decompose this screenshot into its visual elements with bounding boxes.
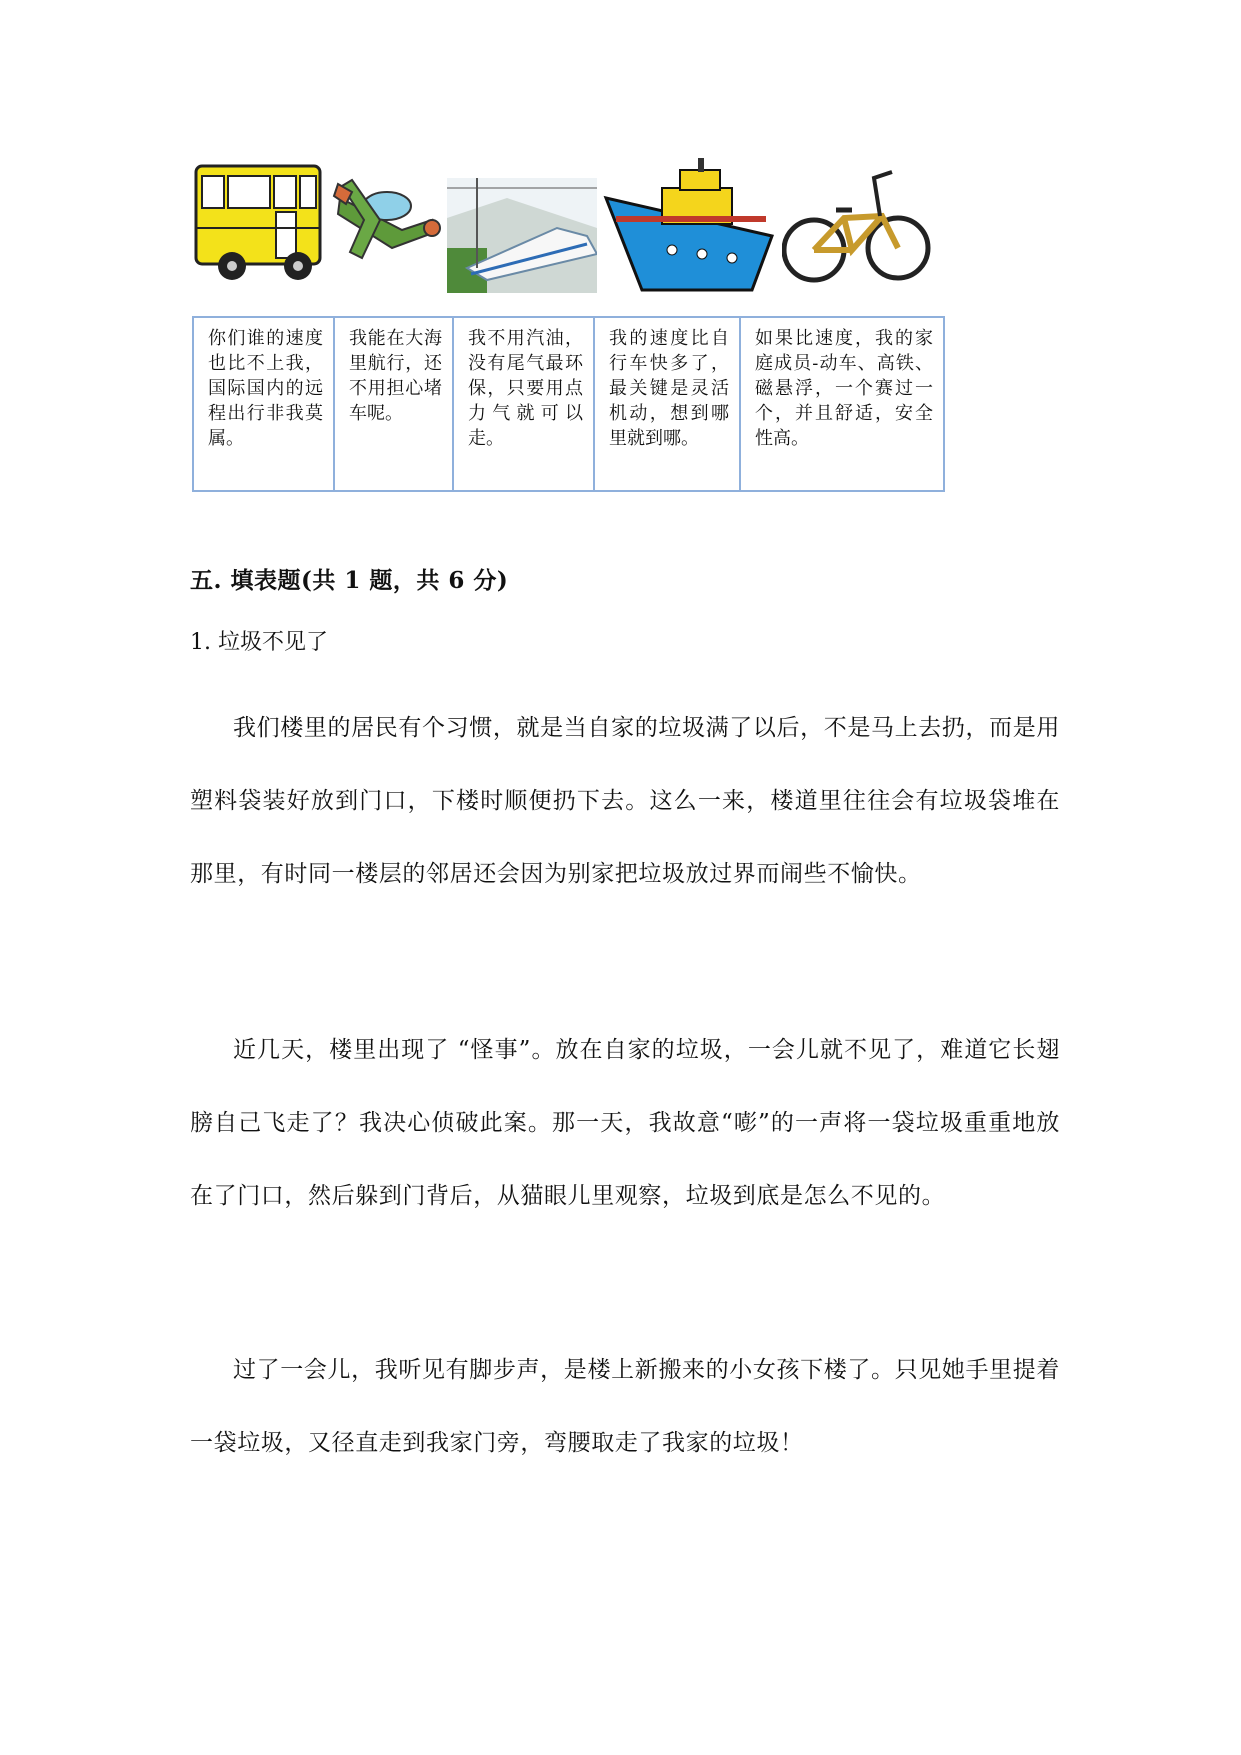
paragraph: 过了一会儿，我听见有脚步声，是楼上新搬来的小女孩下楼了。只见她手里提着一袋垃圾，又径直走到我家门旁，弯腰取走了我家的垃圾！	[190, 1357, 1060, 1456]
card-train	[452, 316, 595, 492]
card-bus	[192, 316, 335, 492]
airplane-image	[332, 158, 442, 293]
bus-image	[192, 158, 327, 293]
section-heading: 五. 填表题(共 1 题，共 6 分)	[190, 567, 509, 594]
transport-picture-strip	[192, 158, 936, 293]
question-title: 1. 垃圾不见了	[190, 630, 328, 655]
card-airplane	[333, 316, 454, 492]
card-bicycle	[739, 316, 945, 492]
bicycle-image	[782, 158, 932, 293]
card-boat	[593, 316, 741, 492]
card-text: 你们谁的速度也比不上我，国际国内的远程出行非我莫属。	[208, 328, 323, 449]
card-text: 我的速度比自行车快多了，最关键是灵活机动，想到哪里就到哪。	[609, 328, 729, 449]
card-text: 我能在大海里航行，还不用担心堵车呢。	[349, 328, 442, 424]
paragraph: 我们楼里的居民有个习惯，就是当自家的垃圾满了以后，不是马上去扔，而是用塑料袋装好放到门口，下楼时顺便扔下去。这么一来，楼道里往往会有垃圾袋堆在那里，有时同一楼层的邻居还会因为别家把垃圾放过界而闹些不愉快。	[190, 715, 1060, 887]
card-text: 我不用汽油，没有尾气最环保，只要用点力气就可以走。	[468, 328, 583, 449]
card-text: 如果比速度，我的家庭成员-动车、高铁、磁悬浮，一个赛过一个，并且舒适，安全性高。	[755, 328, 933, 449]
train-image	[447, 158, 597, 293]
paragraph: 近几天，楼里出现了 “怪事”。放在自家的垃圾，一会儿就不见了，难道它长翅膀自己飞走了？我决心侦破此案。那一天，我故意“嘭”的一声将一袋垃圾重重地放在了门口，然后躲到门背后，从猫眼儿里观察，垃圾到底是怎么不见的。	[190, 1037, 1060, 1209]
boat-image	[602, 158, 777, 293]
